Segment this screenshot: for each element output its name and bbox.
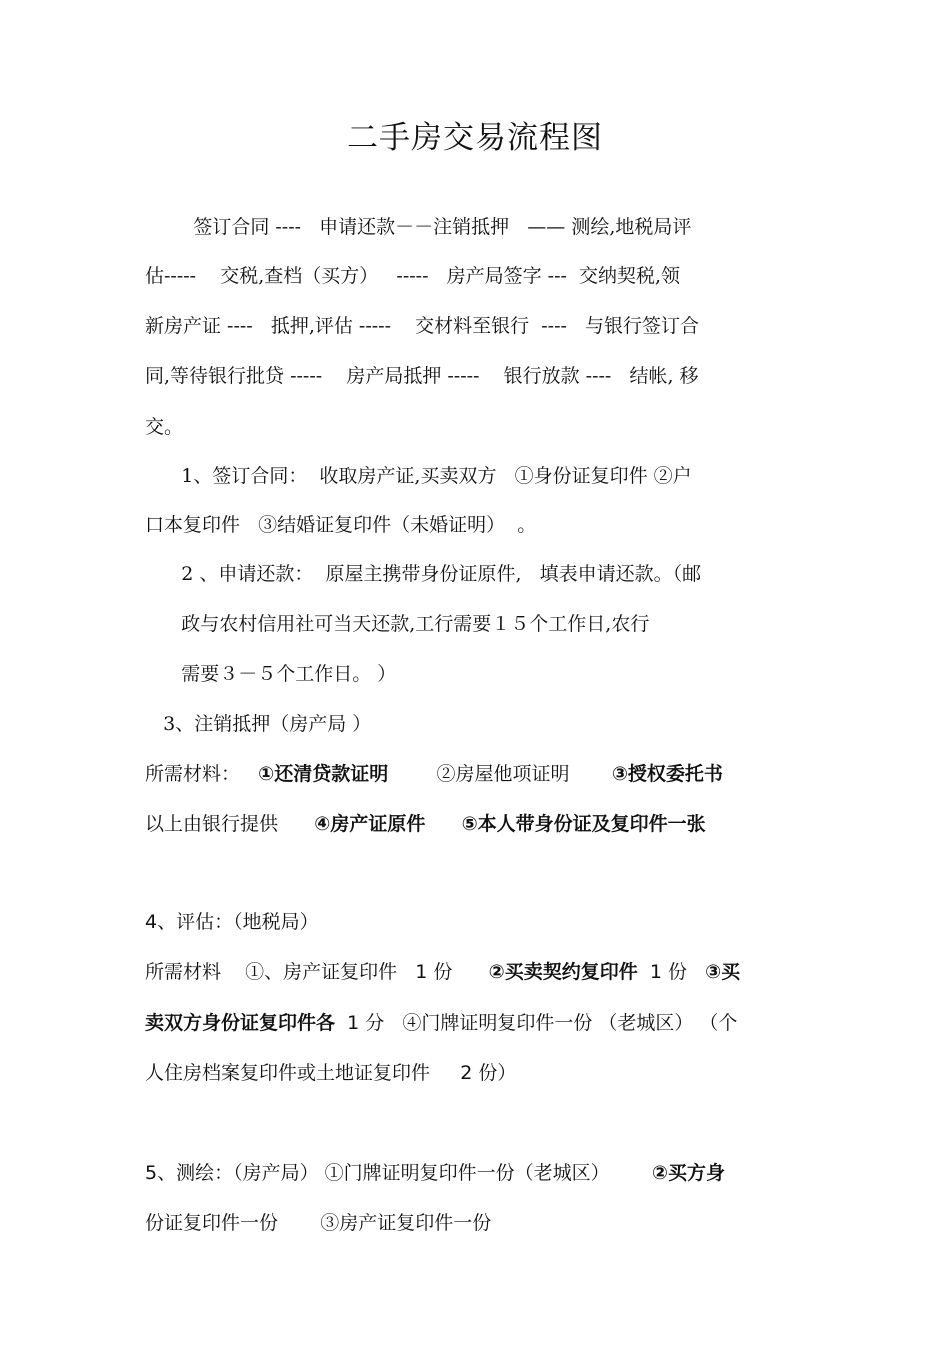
section-5-number: 5 [145,1162,158,1184]
document-title: 二手房交易流程图 [347,120,603,156]
section-4-line-1 [145,955,825,989]
section-5-heading [145,1156,825,1190]
count: 2 [460,1062,473,1084]
material-loan-cleared: ①还清贷款证明 [258,763,389,785]
spacer [425,813,461,835]
section-5-line-2: 份证复印件一份 ③房产证复印件一份 [145,1212,492,1234]
section-4-title: 、评估：（地税局） [157,911,319,933]
section-5-title: 、测绘：（房产局） ①门牌证明复印件一份（老城区） [157,1162,652,1184]
count: 1 [335,1012,360,1034]
text-run: 份 [661,961,706,983]
section-2-line-3: 需要３－５个工作日。 ） [145,663,397,685]
section-4-number: 4 [145,911,158,933]
section-1-line-2: 口本复印件 ③结婚证复印件（未婚证明） 。 [145,514,537,536]
section-4-heading [145,905,825,939]
material-property-cert-original: ④房产证原件 [314,813,426,835]
count: 1 [637,961,662,983]
flow-line-2: 估----- 交税,查档（买方） ----- 房产局签字 --- 交纳契税,领 [145,265,681,287]
material-id-and-copy: ⑤本人带身份证及复印件一张 [461,813,706,835]
material-other-rights: ②房屋他项证明 [388,763,612,785]
text-run: 份） [472,1062,517,1084]
material-power-of-attorney: ③授权委托书 [611,763,723,785]
section-2-line-2: 政与农村信用社可当天还款,工行需要１５个工作日,农行 [145,613,650,635]
section-4-line-3 [145,1056,825,1090]
section-3-line-1 [145,757,825,791]
material-sale-contract-copy: ②买卖契约复印件 [488,961,638,983]
text-run: 份 [427,961,489,983]
section-3-line-2 [145,807,825,841]
section-3-heading: 3、注销抵押（房产局 ） [145,713,372,735]
bank-provided-note: 以上由银行提供 [145,813,315,835]
section-2-line-1: 2 、申请还款： 原屋主携带身份证原件, 填表申请还款。（邮 [145,563,702,585]
section-4-line-2 [145,1006,825,1040]
text-run: 所需材料 ①、房产证复印件 [145,961,416,983]
flow-line-1: 签订合同 ---- 申请还款－－注销抵押 —— 测绘,地税局评 [145,216,692,238]
text-run: 人住房档案复印件或土地证复印件 [145,1062,461,1084]
material-both-ids: 卖双方身份证复印件各 [145,1012,336,1034]
flow-line-5: 交。 [145,416,184,438]
flow-line-3: 新房产证 ---- 抵押,评估 ----- 交材料至银行 ---- 与银行签订合 [145,315,700,337]
flow-line-4: 同,等待银行批贷 ----- 房产局抵押 ----- 银行放款 ---- 结帐, 移 [145,365,699,387]
materials-label: 所需材料： [145,763,259,785]
count: 1 [415,961,428,983]
material-both-ids-start: ③买 [705,961,741,983]
section-1-line-1: 1、签订合同： 收取房产证,买卖双方 ①身份证复印件 ②户 [145,465,692,487]
text-run: 分 ④门牌证明复印件一份 （老城区） （个 [359,1012,738,1034]
material-buyer-id-start: ②买方身 [651,1162,726,1184]
